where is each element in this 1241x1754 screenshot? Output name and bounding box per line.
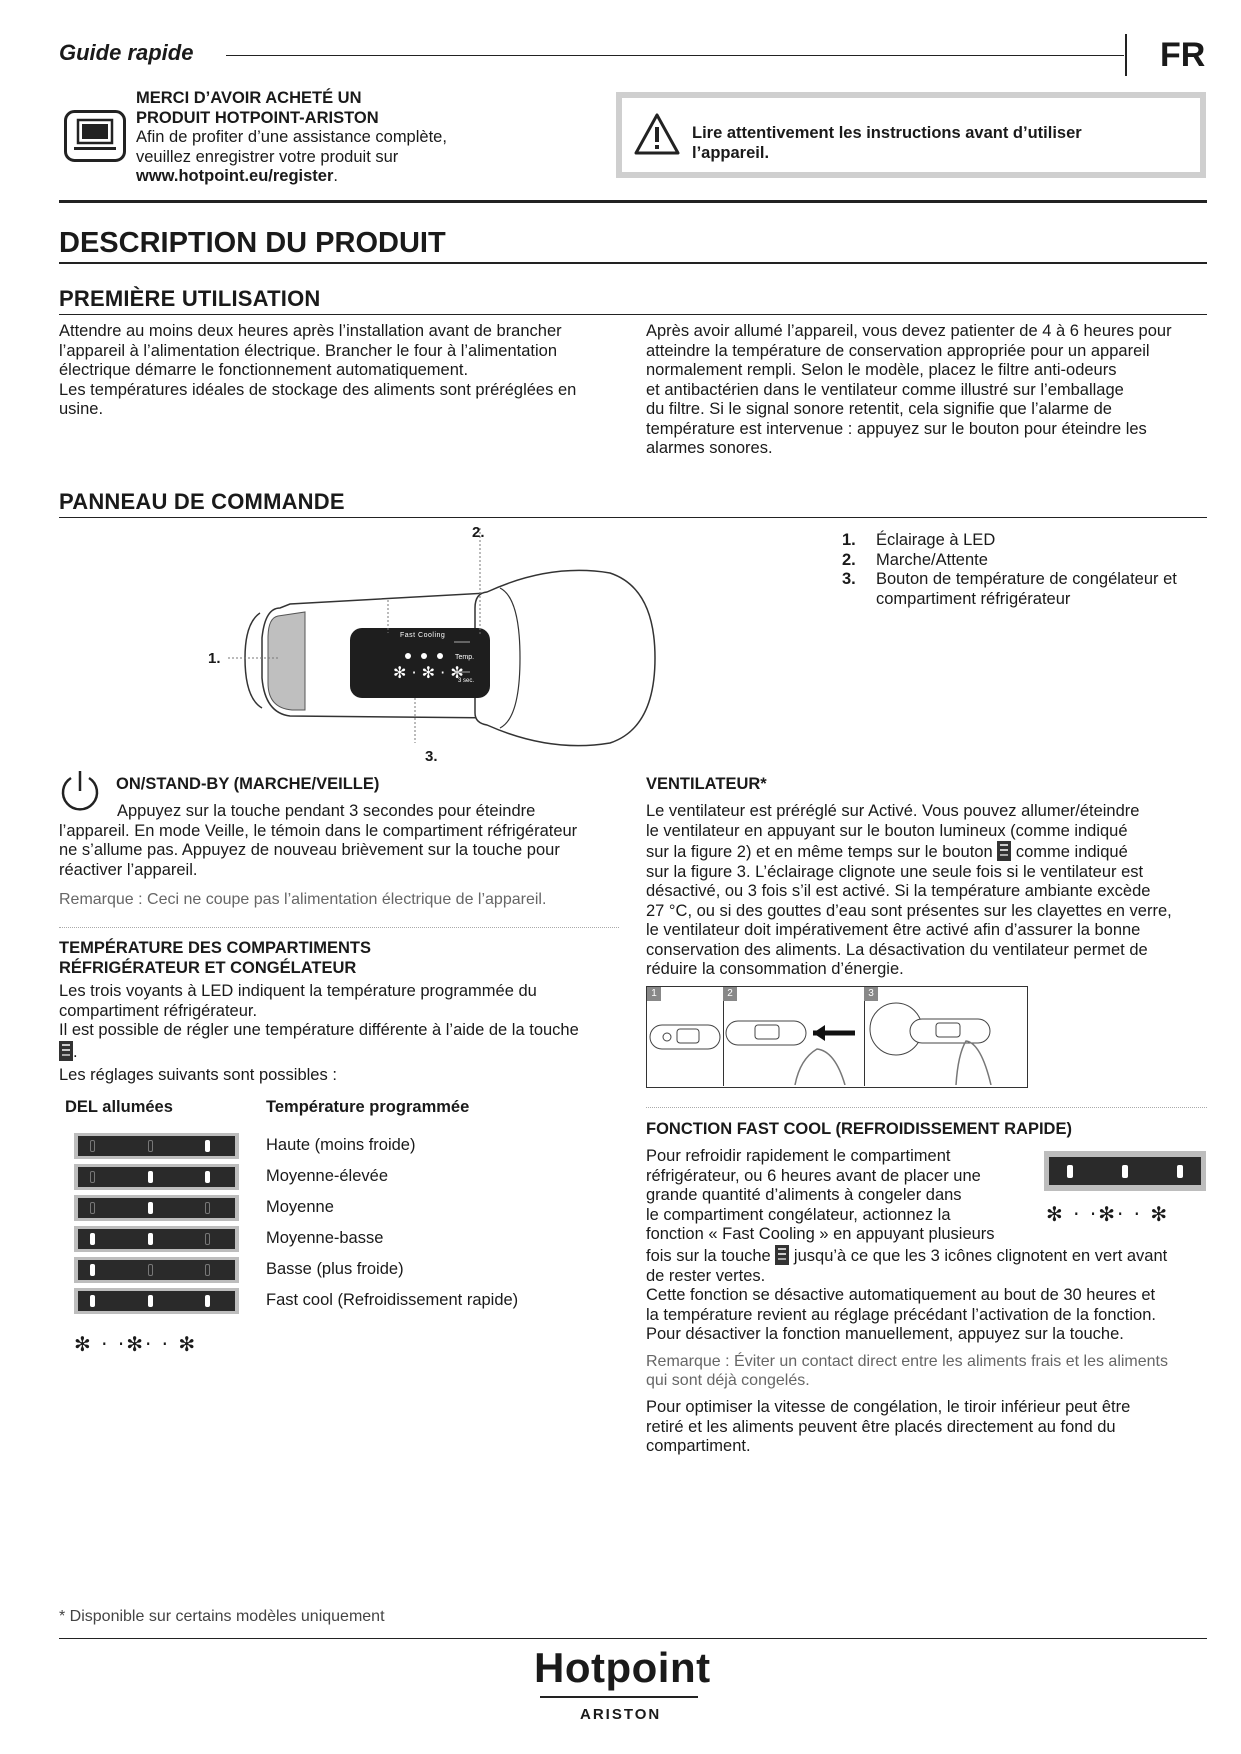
- warning-text: [692, 124, 1192, 163]
- title-rule: [59, 262, 1207, 264]
- temp-button-icon: [59, 1041, 73, 1061]
- led-indicator: [90, 1202, 95, 1214]
- temperature-line: Les réglages suivants sont possibles :: [59, 1066, 337, 1084]
- temperature-line: Il est possible de régler une température différente à l’aide de la touche: [59, 1021, 579, 1039]
- header-rule: [226, 55, 1124, 56]
- panel-fast-cooling-label: Fast Cooling: [400, 632, 446, 639]
- language-code: FR: [1160, 36, 1206, 74]
- fast-cool-line: grande quantité d’aliments à congeler dans: [646, 1186, 962, 1204]
- led-indicator: [148, 1171, 153, 1183]
- dotted-divider: [646, 1107, 1207, 1108]
- fast-cool-body: [646, 1147, 1046, 1245]
- led-indicator: [148, 1202, 153, 1214]
- fan-line: désactivé, ou 3 fois s’il est activé. Si la température ambiante excède: [646, 882, 1151, 900]
- fast-cool-remark-line: qui sont déjà congelés.: [646, 1372, 810, 1389]
- onstandby-body: [59, 802, 629, 880]
- first-use-right-line: atteindre la température de conservation appropriée pour un appareil: [646, 341, 1150, 360]
- led-indicator: [205, 1171, 210, 1183]
- legend-text: Marche/Attente: [876, 550, 988, 569]
- thanks-line3: Afin de profiter d’une assistance complète,: [136, 128, 447, 146]
- control-panel-title: PANNEAU DE COMMANDE: [59, 489, 345, 514]
- snowflake-icons: ✻ · ·✻· · ✻: [74, 1332, 198, 1356]
- header-divider: [1125, 34, 1127, 76]
- first-use-left: [59, 322, 619, 420]
- first-use-left-line: Les températures idéales de stockage des aliments sont préréglées en: [59, 380, 577, 399]
- fan-line: le ventilateur doit impérativement être activé afin d’assurer la bonne: [646, 921, 1141, 939]
- warning-box: [616, 92, 1206, 178]
- fan-line: réduire la consommation d’énergie.: [646, 960, 904, 978]
- callout-3: 3.: [425, 748, 438, 765]
- thanks-line1: MERCI D’AVOIR ACHETÉ UN: [136, 89, 362, 107]
- led-indicator: [205, 1295, 210, 1307]
- fast-cool-line: jusqu’à ce que les 3 icônes clignotent en vert avant: [793, 1247, 1168, 1265]
- legend-text: compartiment réfrigérateur: [876, 589, 1071, 608]
- temperature-line: compartiment réfrigérateur.: [59, 1001, 258, 1020]
- fast-cool-remark-line: Remarque : Éviter un contact direct entre les aliments frais et les aliments: [646, 1353, 1168, 1370]
- brand-logo: Hotpoint: [534, 1644, 711, 1691]
- footer-rule: [59, 1638, 1207, 1639]
- led-setting-row: [74, 1164, 239, 1190]
- fast-cool-line: fonction « Fast Cooling » en appuyant plusieurs: [646, 1225, 995, 1243]
- guide-title: Guide rapide: [59, 40, 194, 65]
- temperature-line: .: [73, 1042, 78, 1061]
- dotted-divider: [59, 927, 619, 928]
- brand-logo-underline: [540, 1696, 698, 1698]
- control-panel-rule: [59, 517, 1207, 518]
- led-setting-row: [74, 1133, 239, 1159]
- temp-button-icon: [775, 1245, 789, 1265]
- temp-setting-label: Basse (plus froide): [266, 1260, 404, 1278]
- first-use-right-line: température est intervenue : appuyez sur le bouton pour éteindre les: [646, 419, 1147, 438]
- onstandby-title: ON/STAND-BY (MARCHE/VEILLE): [116, 775, 380, 793]
- fig-label: 1: [647, 987, 661, 1001]
- legend-text: Bouton de température de congélateur et: [876, 570, 1177, 588]
- fast-cool-tip-line: retiré et les aliments peuvent être placés directement au fond du: [646, 1417, 1116, 1436]
- first-use-left-line: électrique démarre le fonctionnement automatiquement.: [59, 361, 469, 379]
- fast-cool-line: réfrigérateur, ou 6 heures avant de placer une: [646, 1166, 981, 1185]
- led-indicator: [205, 1264, 210, 1276]
- onstandby-remark: Remarque : Ceci ne coupe pas l’alimentation électrique de l’appareil.: [59, 891, 547, 908]
- col-led-header: DEL allumées: [65, 1098, 173, 1116]
- temperature-title-line1: TEMPÉRATURE DES COMPARTIMENTS: [59, 939, 371, 957]
- led-indicator: [90, 1140, 95, 1152]
- first-use-right-line: normalement rempli. Selon le modèle, placez le filtre anti-odeurs: [646, 361, 1117, 379]
- top-rule: [59, 200, 1207, 203]
- temperature-body: [59, 982, 629, 1086]
- fast-cool-line: Pour désactiver la fonction manuellement, appuyez sur la touche.: [646, 1325, 1124, 1343]
- onstandby-line: Appuyez sur la touche pendant 3 secondes pour éteindre: [117, 802, 536, 820]
- led-indicator: [148, 1295, 153, 1307]
- fan-line: conservation des aliments. La désactivation du ventilateur permet de: [646, 940, 1148, 959]
- led-settings-table: [74, 1133, 519, 1356]
- led-setting-row: [74, 1288, 239, 1314]
- fan-figure-2: [723, 987, 865, 1086]
- first-use-right: [646, 322, 1211, 459]
- led-indicator: [205, 1140, 210, 1152]
- fast-cool-line: la température revient au réglage précédant l’activation de la fonction.: [646, 1305, 1156, 1324]
- fast-cool-led-panel: [1044, 1151, 1206, 1191]
- led-indicator: [148, 1233, 153, 1245]
- warning-icon: [634, 112, 680, 156]
- panel-sec-label: 3 sec.: [458, 678, 475, 684]
- fan-figures: [646, 986, 1028, 1088]
- register-link-suffix: .: [333, 167, 338, 185]
- col-temp-header: Température programmée: [266, 1098, 470, 1116]
- monitor-icon: [64, 110, 126, 162]
- temp-setting-label: Moyenne-basse: [266, 1229, 384, 1247]
- first-use-rule: [59, 314, 1207, 315]
- first-use-left-line: Attendre au moins deux heures après l’installation avant de brancher: [59, 322, 562, 340]
- fast-cool-body2: [646, 1245, 1211, 1345]
- register-link[interactable]: www.hotpoint.eu/register: [136, 167, 334, 185]
- warning-line2: l’appareil.: [692, 143, 770, 162]
- temp-setting-label: Moyenne: [266, 1198, 334, 1216]
- legend-num: 2.: [842, 550, 856, 569]
- control-panel-legend: [842, 531, 1212, 609]
- svg-text:✻ · ✻ · ✻: ✻ · ✻ · ✻: [393, 663, 464, 682]
- fan-line: 27 °C, ou si des gouttes d’eau sont présentes sur les clayettes en verre,: [646, 901, 1172, 920]
- thanks-line2: PRODUIT HOTPOINT-ARISTON: [136, 108, 379, 127]
- callout-2: 2.: [472, 524, 485, 541]
- led-indicator: [205, 1202, 210, 1214]
- first-use-left-line: l’appareil à l’alimentation électrique. Brancher le four à l’alimentation: [59, 341, 558, 360]
- brand-sub: ARISTON: [580, 1706, 662, 1723]
- page-title: DESCRIPTION DU PRODUIT: [59, 227, 446, 259]
- temperature-title-line2: RÉFRIGÉRATEUR ET CONGÉLATEUR: [59, 958, 357, 977]
- temperature-line: Les trois voyants à LED indiquent la température programmée du: [59, 982, 537, 1000]
- fig-label: 3: [864, 987, 878, 1001]
- panel-temp-label: Temp.: [455, 654, 475, 661]
- fast-cool-tip-line: compartiment.: [646, 1437, 751, 1455]
- fast-cool-snowflakes: ✻ · ·✻· · ✻: [1046, 1202, 1170, 1226]
- fan-title: VENTILATEUR*: [646, 775, 767, 793]
- fan-figure-3: [864, 987, 1026, 1086]
- thanks-line4: veuillez enregistrer votre produit sur: [136, 147, 399, 166]
- temperature-title: [59, 939, 371, 978]
- control-panel-diagram: [200, 524, 660, 773]
- warning-line1: Lire attentivement les instructions avant d’utiliser: [692, 124, 1082, 142]
- fast-cool-title: FONCTION FAST COOL (REFROIDISSEMENT RAPIDE): [646, 1120, 1072, 1138]
- fast-cool-line: de rester vertes.: [646, 1266, 766, 1285]
- fan-line: le ventilateur en appuyant sur le bouton lumineux (comme indiqué: [646, 821, 1128, 840]
- led-setting-row: [74, 1257, 239, 1283]
- first-use-right-line: et antibactérien dans le ventilateur comme illustré sur l’emballage: [646, 380, 1124, 399]
- fast-cool-remark: [646, 1352, 1211, 1390]
- temp-setting-label: Fast cool (Refroidissement rapide): [266, 1291, 519, 1309]
- temp-button-icon: [997, 841, 1011, 861]
- fast-cool-line: fois sur la touche: [646, 1247, 771, 1265]
- legend-text: Éclairage à LED: [876, 531, 996, 549]
- fast-cool-tip: [646, 1398, 1211, 1457]
- footnote: * Disponible sur certains modèles uniquement: [59, 1608, 385, 1625]
- fan-line: sur la figure 3. L’éclairage clignote une seule fois si le ventilateur est: [646, 862, 1144, 881]
- fan-figure-1: [647, 987, 724, 1086]
- led-setting-row: [74, 1226, 239, 1252]
- led-indicator: [148, 1264, 153, 1276]
- first-use-left-line: usine.: [59, 400, 104, 418]
- fast-cool-tip-line: Pour optimiser la vitesse de congélation, le tiroir inférieur peut être: [646, 1398, 1131, 1416]
- onstandby-line: ne s’allume pas. Appuyez de nouveau brièvement sur la touche pour: [59, 841, 560, 859]
- fig-label: 2: [723, 987, 737, 1001]
- led-indicator: [90, 1233, 95, 1245]
- first-use-right-line: du filtre. Si le signal sonore retentit, cela signifie que l’alarme de: [646, 400, 1112, 418]
- first-use-right-line: alarmes sonores.: [646, 439, 773, 457]
- legend-num: 3.: [842, 570, 856, 588]
- fast-cool-line: Cette fonction se désactive automatiquement au bout de 30 heures et: [646, 1286, 1156, 1304]
- led-indicator: [90, 1264, 95, 1276]
- temp-setting-label: Haute (moins froide): [266, 1136, 416, 1154]
- led-indicator: [90, 1171, 95, 1183]
- fast-cool-line: le compartiment congélateur, actionnez la: [646, 1205, 951, 1224]
- temp-setting-label: Moyenne-élevée: [266, 1167, 388, 1185]
- legend-num: 1.: [842, 531, 856, 549]
- callout-1: 1.: [208, 650, 221, 667]
- led-indicator: [148, 1140, 153, 1152]
- led-indicator: [205, 1233, 210, 1245]
- fan-line: comme indiqué: [1015, 843, 1128, 861]
- fan-line: Le ventilateur est préréglé sur Activé. Vous pouvez allumer/éteindre: [646, 802, 1140, 820]
- led-setting-row: [74, 1195, 239, 1221]
- fan-body: [646, 802, 1211, 980]
- onstandby-line: l’appareil. En mode Veille, le témoin dans le compartiment réfrigérateur: [59, 821, 578, 840]
- first-use-title: PREMIÈRE UTILISATION: [59, 286, 321, 311]
- thanks-block: [136, 89, 566, 187]
- fan-line: sur la figure 2) et en même temps sur le bouton: [646, 843, 993, 861]
- onstandby-line: réactiver l’appareil.: [59, 860, 198, 879]
- fast-cool-line: Pour refroidir rapidement le compartiment: [646, 1147, 951, 1165]
- first-use-right-line: Après avoir allumé l’appareil, vous devez patienter de 4 à 6 heures pour: [646, 322, 1172, 340]
- led-indicator: [90, 1295, 95, 1307]
